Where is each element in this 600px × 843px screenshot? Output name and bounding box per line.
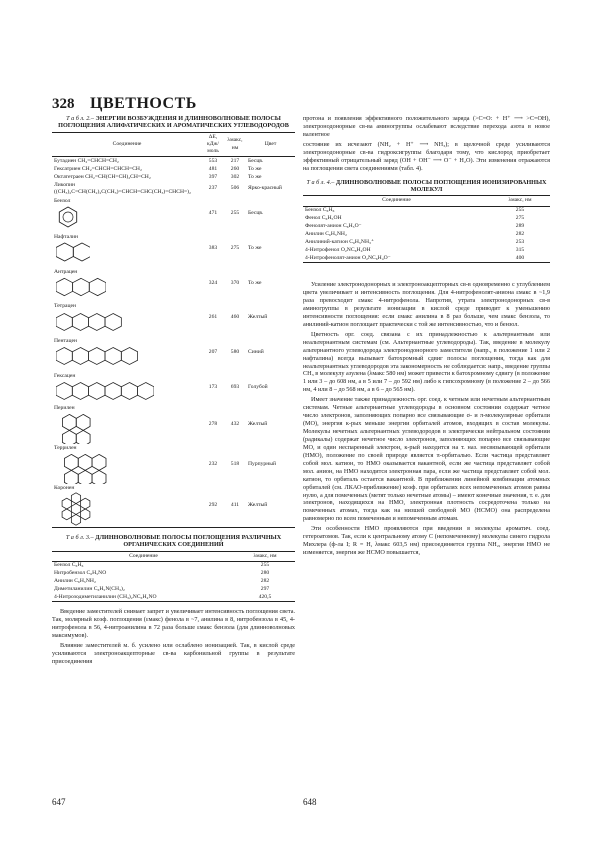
benzene-structure-icon xyxy=(56,205,80,229)
table-row xyxy=(52,335,295,370)
compound-name: Коронен xyxy=(54,485,75,492)
compound-name: 4-Нитрозодиметиланилин (CH₃)₂NC₆H₄NO xyxy=(52,594,235,602)
compound-name: Ликопин ((CH₃)₂C=CH(CH₂)₂C(CH₃)=CHCH=CHC(CH₃)=CHCH=)₂ xyxy=(54,181,191,195)
table4-title: ДЛИННОВОЛНОВЫЕ ПОЛОСЫ ПОГЛОЩЕНИЯ ИОНИЗИРОВАННЫХ МОЛЕКУЛ xyxy=(335,178,547,193)
left-paragraph-1: Введение заместителей снимает запрет и увеличивает интенсивность поглощения света. Так, молярный коэф. поглощения (εмакс) фенола в ~7, анилина в 8, нитробензола в 45, 4-нитрофенола в 56, 4-нитроанилина в 72 раза больше εмакс бензола (для длинноволновых максимумов). xyxy=(52,608,295,640)
table-header-row xyxy=(52,132,295,156)
left-column xyxy=(52,115,295,668)
table-row xyxy=(52,405,295,445)
table-row xyxy=(52,173,295,181)
right-paragraph-0a: протона и появления эффективного положительного заряда (>C=O: + H⁺ ⟶ >C=OH), электронодонорные св-ва аминогруппы ослабевают вследствие перехода азота в новое валентное xyxy=(303,115,550,138)
energy-value: 471 xyxy=(208,210,218,217)
table2-caption xyxy=(52,115,295,130)
compound-name: Гексатриен CH₂=CHCH=CHCH=CH₂ xyxy=(54,165,142,172)
right-column xyxy=(303,115,550,559)
table-row xyxy=(52,266,295,301)
energy-value: 383 xyxy=(208,244,218,251)
lambda-value: 217 xyxy=(230,157,240,164)
compound-name: 4-Нитрофенолят-анион O₂NC₆H₄O⁻ xyxy=(303,254,490,262)
color-value: Пурпурный xyxy=(248,461,276,468)
compound-name: Фенол C₆H₅OH xyxy=(305,214,342,221)
lambda-value: 282 xyxy=(260,578,270,585)
lambda-value: 255 xyxy=(230,210,240,217)
lambda-value: 506 xyxy=(230,185,240,192)
compound-name: Анилиний-катион C₆H₅NH₃⁺ xyxy=(305,238,374,245)
table3-grid xyxy=(52,551,295,603)
color-value: Голубой xyxy=(248,383,268,390)
hexacene-structure-icon xyxy=(56,380,154,402)
compound-name: Бутадиен CH₂=CHCH=CH₂ xyxy=(54,157,119,164)
right-paragraph-3: Имеет значение также принадлежность орг. соед. к четным или нечетным альтернантным системам. Четные альтернантные углеводороды в основном состоянии содержат четное число электронов, заполняющих попарно все связывающие σ- и π-молекулярные орбитали (МО), энергия к-рых меньше энергии орбиталей атомов, входящих в состав молекулы. Молекулы нечетных альтернантных углеводородов в электрически нейтральном состоянии (радикалы) содержат нечетное число электронов, заполняющих попарно все связывающие МО, и один неспаренный электрон, к-рый находится на т. наз. несвязывающей орбитали (НМО), положение по своей природе является π-орбиталью. Если частица представляет собой мол. катион, то НМО оказывается вакантной, если же частица представляет собой мол. анион, на НМО находится электронная пара, если же частица представляет собой мол. катион, то орбиталь остается вакантной. В приближении линейной комбинации атомных орбиталей (см. ЛКАО-приближение) коэф. при орбиталях всех непомеченных атомов равны нулю, а для помеченных (метят только нечетные атомы) – имеют конечные значения, т. е. для электронов, находящихся на НМО, электронная плотность сосредоточена только на помеченных атомах, тогда как на низшей свободной МО (НСМО) она распределена равномерно по всем помеченным и непомеченным атомам. xyxy=(303,396,550,523)
color-value: Желтый xyxy=(248,314,268,321)
table-row xyxy=(52,196,295,231)
table-row xyxy=(52,301,295,336)
lambda-value: 315 xyxy=(515,246,525,253)
compound-name: Фенолят-анион C₆H₅O⁻ xyxy=(305,222,362,229)
table2-grid xyxy=(52,132,295,528)
color-value: Бесцв. xyxy=(248,210,264,217)
compound-name: Бензол xyxy=(54,198,71,205)
perylene-structure-icon xyxy=(56,412,96,444)
right-paragraph-0b: состояние их исчезают (NH₂ + H⁺ ⟶ NH₃); в щелочной среде усиливаются электронодонорные св-ва гидроксигруппы благодаря тому, что кислород приобретает эффективный отрицательный заряд (OH + OH⁻ ⟶ O⁻ + H₂O). Эти изменения отражаются на поглощении света соединениями (табл. 4). xyxy=(303,140,550,172)
table-header-row xyxy=(52,551,295,561)
table-row xyxy=(52,485,295,527)
compound-name: Нитробензол C₆H₅NO xyxy=(54,570,107,577)
right-paragraph-4: Эти особенности НМО проявляются при введении в молекулы ароматич. соед. гетероатомов. Так, если к центральному атому C (непомеченному) молекулы синего гидрола Михлера (ф-ла I; R = H, λмакс 603,5 нм) присоединяется группа NH₂, энергия НМО не изменяется, энергия же НСМО повышается, xyxy=(303,525,550,557)
lambda-value: 693 xyxy=(230,383,240,390)
compound-name: Анилин C₆H₅NH₂ xyxy=(305,230,347,237)
lambda-value: 297 xyxy=(260,585,270,592)
table-row xyxy=(52,586,295,594)
lambda-value: 518 xyxy=(230,461,240,468)
table3-label: Т а б л. 3.– xyxy=(65,533,94,541)
pentacene-structure-icon xyxy=(56,345,138,367)
table-row xyxy=(303,215,550,223)
color-value: То же xyxy=(248,244,262,251)
lambda-value: 275 xyxy=(515,214,525,221)
lambda-value: 302 xyxy=(230,173,240,180)
color-value: Ярко-красный xyxy=(248,185,282,192)
footer-page-right: 648 xyxy=(303,797,317,807)
lambda-value: 432 xyxy=(230,421,240,428)
compound-name: Террилен xyxy=(54,445,77,452)
color-value: Желтый xyxy=(248,421,268,428)
col-header-compound: Соединение xyxy=(52,132,202,156)
table-row xyxy=(52,370,295,405)
right-paragraph-2: Цветность орг. соед. связана с их принадлежностью к альтернантным или неальтернантным системам (см. Альтернантные углеводороды). Так, введение в молекулу альтернантного углеводорода электронодонорного заместителя (напр., в положение 1 или 2 нафталина) всегда вызывает батохромный сдвиг полосы поглощения, тогда как для неальтернантных углеводородов эта закономерность не соблюдается: напр., введение группы CH₃ в молекулу азулена (λмакс 580 нм) может привести к батохромному сдвигу (в положение 1 или 3 – до 608 нм, а в 5 или 7 – до 592 нм) либо к гипсохромному (в положение 2 – до 566 нм, 4 или 8 – до 568 нм, а в 6 – до 565 нм). xyxy=(303,330,550,394)
lambda-value: 370 xyxy=(230,279,240,286)
col-header-lambda: λмакс, нм xyxy=(235,551,295,561)
table4-label: Т а б л. 4.– xyxy=(306,178,335,186)
compound-name: Перилен xyxy=(54,405,75,412)
left-paragraph-2: Влияние заместителей м. б. усилено или ослаблено ионизацией. Так, в кислой среде усиливаются электроноакцепторные св-ва карбонильной группы в результате присоединения xyxy=(52,642,295,666)
page-title: ЦВЕТНОСТЬ xyxy=(90,95,197,112)
lambda-value: 460 xyxy=(230,314,240,321)
col-header-lambda: λмакс, нм xyxy=(490,196,550,206)
compound-name: Гексацен xyxy=(54,372,76,379)
table-row xyxy=(52,181,295,196)
lambda-value: 260 xyxy=(230,165,240,172)
lambda-value: 255 xyxy=(515,206,525,213)
compound-name: Нафталин xyxy=(54,233,78,240)
energy-value: 481 xyxy=(208,165,218,172)
lambda-value: 400 xyxy=(490,254,550,262)
footer-page-left: 647 xyxy=(52,797,66,807)
energy-value: 261 xyxy=(208,314,218,321)
energy-value: 397 xyxy=(208,173,218,180)
lambda-value: 420,5 xyxy=(235,594,295,602)
energy-value: 232 xyxy=(208,461,218,468)
table3 xyxy=(52,534,295,603)
table3-title: ДЛИННОВОЛНОВЫЕ ПОЛОСЫ ПОГЛОЩЕНИЯ РАЗЛИЧНЫХ ОРГАНИЧЕСКИХ СОЕДИНЕНИЙ xyxy=(95,533,282,549)
tetracene-structure-icon xyxy=(56,311,122,333)
table3-caption xyxy=(52,534,295,549)
table-row xyxy=(52,445,295,485)
energy-value: 292 xyxy=(202,485,224,527)
table-row xyxy=(303,238,550,246)
compound-name: Анилин C₆H₅NH₂ xyxy=(54,578,96,585)
color-value: То же xyxy=(248,173,262,180)
lambda-value: 280 xyxy=(260,570,270,577)
table-header-row xyxy=(303,196,550,206)
energy-value: 207 xyxy=(208,349,218,356)
lambda-value: 289 xyxy=(515,222,525,229)
lambda-value: 255 xyxy=(260,562,270,569)
right-paragraph-1: Усиление электронодонорных и электроноакцепторных св-в одновременно с углублением цвета увеличивает и интенсивность поглощения. Для 4-нитрофенолят-аниона εмакс в ~1,9 раза превосходит εмакс 4-нитрофенола. Напротив, утрата электронодонорных св-в аминогруппы в результате ионизации в кислой среде приводит к уменьшению интенсивности поглощения: если εмакс анилина в 8 раз больше, чем εмакс бензола, то анилиний-катион поглощает практически с той же интенсивностью, что и бензол. xyxy=(303,281,550,328)
lambda-value: 411 xyxy=(224,485,246,527)
color-value: То же xyxy=(248,279,262,286)
compound-name: Антрацен xyxy=(54,268,78,275)
lambda-value: 580 xyxy=(230,349,240,356)
table2-label: Т а б л. 2.– xyxy=(66,115,94,122)
naphthalene-structure-icon xyxy=(56,241,90,263)
col-header-compound: Соединение xyxy=(52,551,235,561)
compound-name: Бензол C₆H₆ xyxy=(305,206,335,213)
table-row xyxy=(52,594,295,602)
coronene-structure-icon xyxy=(56,492,96,526)
compound-name: Диметиланилин C₆H₅N(CH₃)₂ xyxy=(54,585,125,592)
lambda-value: 282 xyxy=(515,230,525,237)
page-number: 328 xyxy=(52,96,75,112)
table-row xyxy=(303,206,550,214)
table-row xyxy=(52,157,295,165)
table2 xyxy=(52,115,295,528)
table-row xyxy=(52,231,295,266)
col-header-compound: Соединение xyxy=(303,196,490,206)
anthracene-structure-icon xyxy=(56,276,106,298)
table-row xyxy=(52,561,295,569)
compound-name: Тетрацен xyxy=(54,303,76,310)
energy-value: 237 xyxy=(208,185,218,192)
table-row xyxy=(303,230,550,238)
compound-name: Бензол C₆H₆ xyxy=(54,562,84,569)
energy-value: 324 xyxy=(208,279,218,286)
color-value: То же xyxy=(248,165,262,172)
compound-name: Октатетраен CH₂=CH(CH=CH)₂CH=CH₂ xyxy=(54,173,151,180)
energy-value: 553 xyxy=(208,157,218,164)
table-row xyxy=(52,165,295,173)
terrylene-structure-icon xyxy=(56,452,116,484)
table-row xyxy=(303,222,550,230)
color-value: Синий xyxy=(248,349,264,356)
lambda-value: 253 xyxy=(515,238,525,245)
col-header-energy: ΔE, кДж/моль xyxy=(202,132,224,156)
table-row xyxy=(52,578,295,586)
color-value: Бесцв. xyxy=(248,157,264,164)
energy-value: 173 xyxy=(208,383,218,390)
table2-title: ЭНЕРГИИ ВОЗБУЖДЕНИЯ И ДЛИННОВОЛНОВЫЕ ПОЛОСЫ ПОГЛОЩЕНИЯ АЛИФАТИЧЕСКИХ И АРОМАТИЧЕСКИХ УГЛЕВОДОРОДОВ xyxy=(58,115,289,130)
compound-name: Пентацен xyxy=(54,338,77,345)
lambda-value: 275 xyxy=(230,244,240,251)
energy-value: 278 xyxy=(208,421,218,428)
col-header-color: Цвет xyxy=(246,132,295,156)
table4 xyxy=(303,179,550,264)
table-row xyxy=(52,570,295,578)
compound-name: 4-Нитрофенол O₂NC₆H₄OH xyxy=(305,246,371,253)
table-row xyxy=(303,246,550,254)
col-header-lambda: λмакс, нм xyxy=(224,132,246,156)
table4-caption xyxy=(303,179,550,194)
table-row xyxy=(303,254,550,262)
color-value: Желтый xyxy=(246,485,295,527)
table4-grid xyxy=(303,195,550,263)
